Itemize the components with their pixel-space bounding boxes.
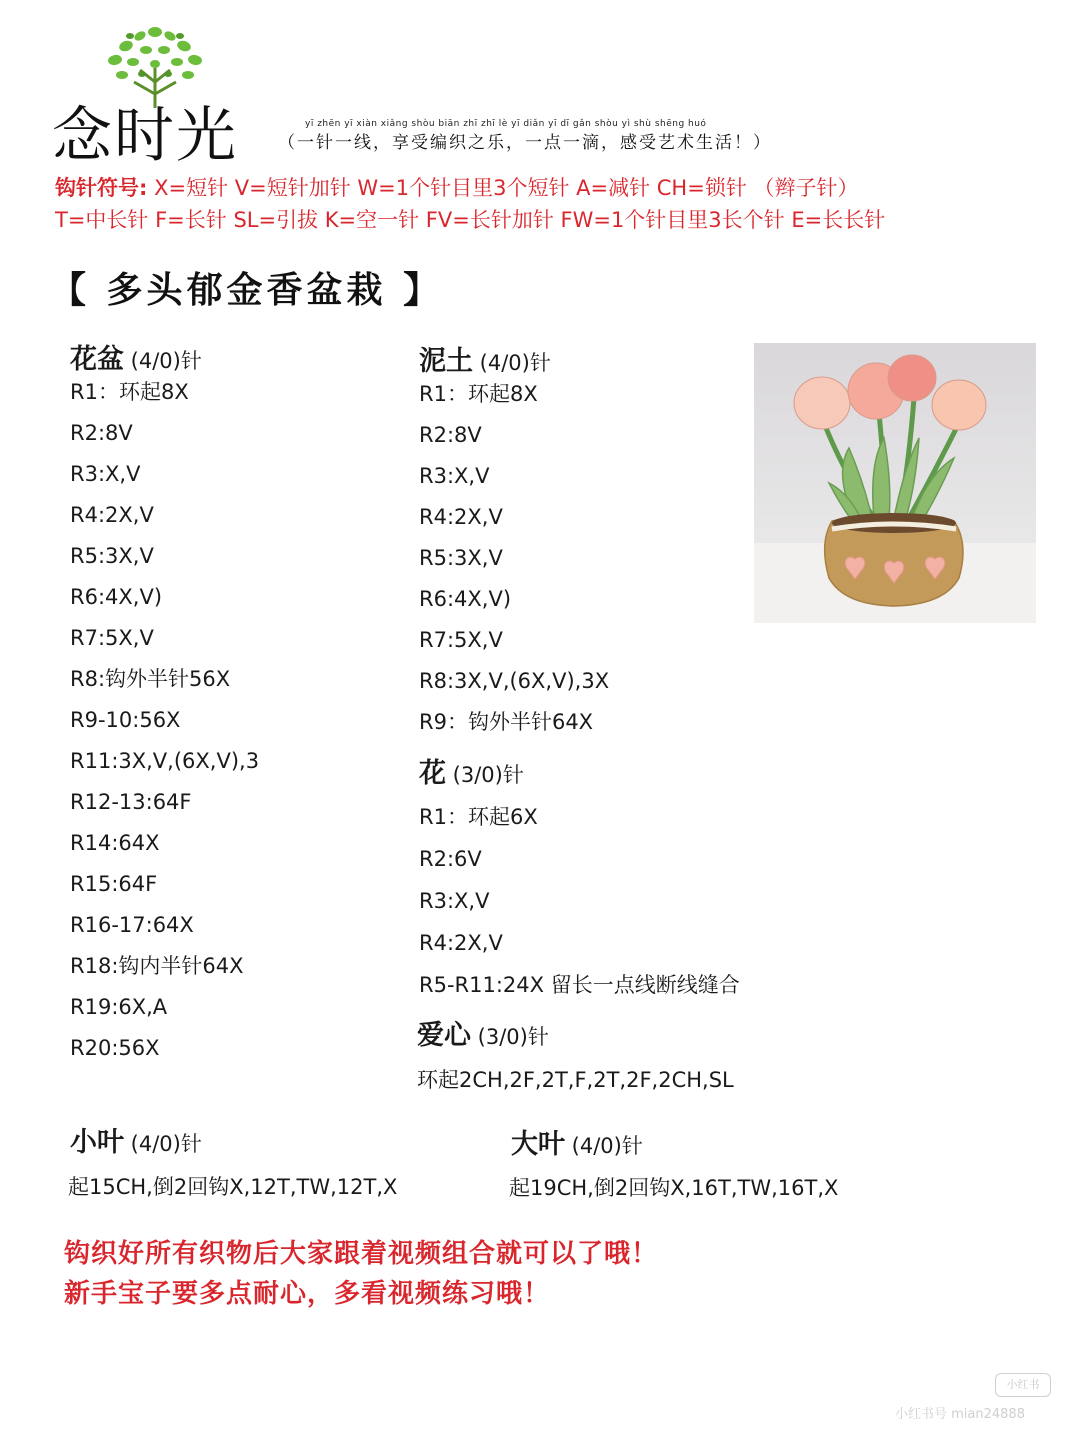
legend-line-1-text: X=短针 V=短针加针 W=1个针目里3个短针 A=减针 CH=锁针 （辫子针） [147, 176, 859, 200]
section-title-pot [70, 337, 202, 376]
watermark-id: 小红书号 mian24888 [895, 1407, 1025, 1422]
list-item: R8:3X,V,(6X,V),3X [419, 669, 610, 693]
list-item: R9-10:56X [70, 708, 181, 732]
list-item: R6:4X,V) [419, 587, 512, 611]
section-title-small-leaf [70, 1120, 202, 1159]
list-item: R18:钩内半针64X [70, 954, 244, 978]
logo-text: 念时光 [52, 101, 238, 171]
section-name: 小叶 [70, 1127, 124, 1158]
section-title-big-leaf [511, 1122, 643, 1161]
page-title: 【 多头郁金香盆栽 】 [50, 270, 444, 311]
slogan: （一针一线，享受编织之乐，一点一滴，感受艺术生活！） [278, 133, 772, 153]
hook-size: (4/0)针 [473, 351, 551, 375]
list-item: R9：钩外半针64X [419, 710, 594, 734]
section-name: 花 [419, 758, 446, 789]
list-item: 环起2CH,2F,2T,F,2T,2F,2CH,SL [417, 1068, 734, 1092]
tulip-pot-photo [754, 343, 1036, 623]
section-name: 花盆 [70, 344, 124, 375]
section-title-flower [419, 751, 524, 790]
list-item: 起19CH,倒2回钩X,16T,TW,16T,X [509, 1176, 839, 1200]
list-item: R8:钩外半针56X [70, 667, 231, 691]
list-item: R20:56X [70, 1036, 160, 1060]
hook-size: (3/0)针 [471, 1025, 549, 1049]
section-title-heart [417, 1013, 549, 1052]
list-item: R4:2X,V [419, 931, 503, 955]
section-name: 大叶 [511, 1129, 565, 1160]
hook-size: (4/0)针 [124, 349, 202, 373]
list-item: R4:2X,V [70, 503, 154, 527]
list-item: R1：环起8X [419, 382, 538, 406]
heart-rows [417, 1060, 734, 1101]
list-item: R5:3X,V [419, 546, 503, 570]
section-title-soil [419, 339, 551, 378]
list-item: R1：环起6X [419, 805, 538, 829]
list-item: R3:X,V [419, 464, 490, 488]
list-item: R1：环起8X [70, 380, 189, 404]
list-item: R2:6V [419, 847, 482, 871]
note-line-2: 新手宝子要多点耐心，多看视频练习哦！ [64, 1279, 551, 1309]
list-item: R2:8V [70, 421, 133, 445]
pot-rows [70, 372, 259, 1069]
list-item: R16-17:64X [70, 913, 194, 937]
note-line-1: 钩织好所有织物后大家跟着视频组合就可以了哦！ [64, 1239, 659, 1269]
list-item: R12-13:64F [70, 790, 192, 814]
list-item: R15:64F [70, 872, 158, 896]
list-item: R6:4X,V) [70, 585, 163, 609]
legend-line-2: T=中长针 F=长针 SL=引拔 K=空一针 FV=长针加针 FW=1个针目里3长个针 E=长长针 [55, 208, 886, 232]
list-item: R2:8V [419, 423, 482, 447]
flower-rows [419, 796, 740, 1006]
legend-label: 钩针符号: [55, 176, 148, 200]
watermark-badge: 小红书 [995, 1373, 1051, 1397]
list-item: R5:3X,V [70, 544, 154, 568]
section-name: 泥土 [419, 346, 473, 377]
list-item: R11:3X,V,(6X,V),3 [70, 749, 260, 773]
list-item: R4:2X,V [419, 505, 503, 529]
hook-size: (4/0)针 [124, 1132, 202, 1156]
hook-size: (4/0)针 [565, 1134, 643, 1158]
big-leaf-rows [509, 1168, 838, 1209]
small-leaf-rows [68, 1167, 397, 1208]
list-item: R7:5X,V [70, 626, 154, 650]
soil-rows [419, 374, 609, 743]
hook-size: (3/0)针 [446, 763, 524, 787]
section-name: 爱心 [417, 1020, 471, 1051]
list-item: R7:5X,V [419, 628, 503, 652]
list-item: R14:64X [70, 831, 160, 855]
list-item: R19:6X,A [70, 995, 168, 1019]
list-item: R3:X,V [70, 462, 141, 486]
slogan-pinyin: yī zhēn yī xiàn xiǎng shòu biān zhī zhī lè yī diǎn yī dī gǎn shòu yì shù shēng huó [305, 119, 707, 129]
list-item: R3:X,V [419, 889, 490, 913]
list-item: R5-R11:24X 留长一点线断线缝合 [419, 973, 740, 997]
list-item: 起15CH,倒2回钩X,12T,TW,12T,X [68, 1175, 398, 1199]
legend-line-1 [55, 172, 859, 202]
